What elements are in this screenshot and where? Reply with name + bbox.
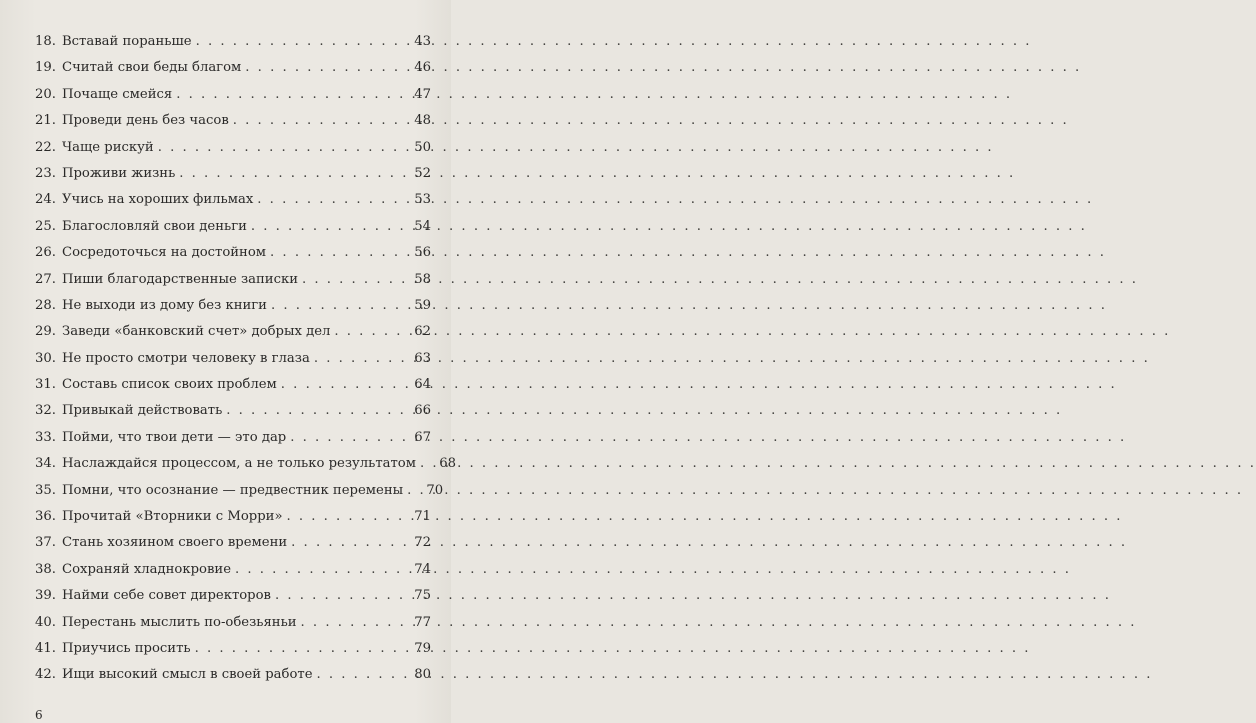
toc-entry bbox=[35, 504, 431, 530]
toc-entry bbox=[35, 557, 431, 583]
toc-entry-number: 31. bbox=[35, 377, 56, 393]
toc-entry-number: 19. bbox=[35, 60, 56, 76]
book-page bbox=[0, 0, 456, 723]
toc-entry bbox=[35, 187, 431, 213]
toc-dot-leader bbox=[291, 530, 403, 556]
toc-entry-page: 62 bbox=[414, 324, 431, 340]
toc-entry bbox=[35, 530, 431, 556]
page-number: 6 bbox=[35, 708, 43, 722]
toc-entry bbox=[35, 319, 431, 345]
toc-entry-page: 50 bbox=[414, 139, 431, 155]
toc-entry-number: 41. bbox=[35, 640, 56, 656]
toc-entry bbox=[35, 214, 431, 240]
toc-entry-title: Проживи жизнь bbox=[61, 165, 176, 181]
toc-entry bbox=[35, 372, 431, 398]
toc-dot-leader bbox=[195, 636, 403, 662]
toc-dot-leader bbox=[251, 214, 403, 240]
toc-dot-leader bbox=[317, 662, 403, 688]
toc-entry-title: Приучись просить bbox=[61, 640, 191, 656]
toc-entry bbox=[35, 583, 431, 609]
toc-entry-number: 20. bbox=[35, 86, 56, 102]
toc-entry bbox=[35, 478, 444, 504]
toc-entry-number: 25. bbox=[35, 218, 56, 234]
toc-entry-page: 79 bbox=[414, 640, 431, 656]
toc-entry-page: 68 bbox=[439, 456, 456, 472]
toc-entry-number: 24. bbox=[35, 192, 56, 208]
toc-entry bbox=[35, 82, 431, 108]
toc-entry bbox=[35, 636, 431, 662]
toc-entry-title: Сохраняй хладнокровие bbox=[61, 561, 232, 577]
toc-entry-number: 37. bbox=[35, 535, 56, 551]
toc-entry-page: 74 bbox=[414, 561, 431, 577]
toc-entry bbox=[35, 55, 431, 81]
toc-entry-number: 33. bbox=[35, 429, 56, 445]
toc-entry-number: 38. bbox=[35, 561, 56, 577]
toc-entry-title: Вставай пораньше bbox=[61, 34, 192, 49]
toc-dot-leader bbox=[290, 425, 403, 451]
toc-entry-number: 32. bbox=[35, 403, 56, 419]
toc-entry bbox=[35, 610, 431, 636]
toc-entry bbox=[35, 267, 431, 293]
toc-entry-page: 54 bbox=[414, 218, 431, 234]
toc-dot-leader bbox=[281, 372, 403, 398]
toc-dot-leader bbox=[420, 451, 428, 477]
toc-entry-title: Стань хозяином своего времени bbox=[61, 535, 288, 551]
toc-entry-page: 59 bbox=[414, 297, 431, 313]
toc-entry-title: Наслаждайся процессом, а не только результатом bbox=[61, 456, 416, 472]
toc-dot-leader bbox=[245, 55, 403, 81]
toc-entry bbox=[35, 135, 431, 161]
toc-entry-page: 77 bbox=[414, 614, 431, 630]
toc-dot-leader bbox=[271, 293, 403, 319]
toc-entry-title: Сосредоточься на достойном bbox=[61, 245, 267, 261]
toc-entry-number: 18. bbox=[35, 34, 56, 49]
toc-dot-leader bbox=[334, 319, 403, 345]
toc-entry-title: Помни, что осознание — предвестник перемены bbox=[61, 482, 404, 498]
toc-entry-title: Пиши благодарственные записки bbox=[61, 271, 299, 287]
toc-entry-page: 53 bbox=[414, 192, 431, 208]
toc-entry bbox=[35, 425, 431, 451]
toc-entry-page: 58 bbox=[414, 271, 431, 287]
toc-dot-leader bbox=[176, 82, 403, 108]
toc-entry-page: 48 bbox=[414, 113, 431, 129]
toc-entry-number: 35. bbox=[35, 482, 56, 498]
toc-entry-title: Благословляй свои деньги bbox=[61, 218, 247, 234]
toc-entry-title: Учись на хороших фильмах bbox=[61, 192, 254, 208]
table-of-contents bbox=[35, 29, 456, 689]
toc-entry-number: 23. bbox=[35, 165, 56, 181]
toc-dot-leader bbox=[233, 108, 403, 134]
toc-entry-title: Не просто смотри человеку в глаза bbox=[61, 350, 310, 366]
toc-entry-title: Составь список своих проблем bbox=[61, 377, 277, 393]
toc-entry-page: 75 bbox=[414, 588, 431, 604]
toc-entry-number: 22. bbox=[35, 139, 56, 155]
toc-entry bbox=[35, 240, 431, 266]
toc-dot-leader bbox=[275, 583, 403, 609]
toc-entry-page: 71 bbox=[414, 509, 431, 525]
toc-entry-number: 21. bbox=[35, 113, 56, 129]
toc-entry-title: Привыкай действовать bbox=[61, 403, 223, 419]
toc-entry bbox=[35, 29, 431, 55]
toc-entry-page: 66 bbox=[414, 403, 431, 419]
toc-entry-number: 42. bbox=[35, 667, 56, 683]
toc-entry-title: Перестань мыслить по-обезьяньи bbox=[61, 614, 297, 630]
toc-dot-leader bbox=[270, 240, 403, 266]
toc-entry-number: 27. bbox=[35, 271, 56, 287]
toc-dot-leader bbox=[257, 187, 403, 213]
toc-entry bbox=[35, 451, 456, 477]
toc-entry-number: 39. bbox=[35, 588, 56, 604]
toc-entry-page: 46 bbox=[414, 60, 431, 76]
toc-entry-page: 63 bbox=[414, 350, 431, 366]
toc-entry-title: Чаще рискуй bbox=[61, 139, 154, 155]
toc-entry-number: 40. bbox=[35, 614, 56, 630]
toc-entry-title: Почаще смейся bbox=[61, 86, 173, 102]
toc-entry-title: Проведи день без часов bbox=[61, 113, 229, 129]
toc-entry-title: Пойми, что твои дети — это дар bbox=[61, 429, 287, 445]
toc-entry-page: 67 bbox=[414, 429, 431, 445]
toc-dot-leader bbox=[235, 557, 403, 583]
toc-entry-number: 26. bbox=[35, 245, 56, 261]
toc-entry-title: Не выходи из дому без книги bbox=[61, 297, 267, 313]
toc-dot-leader bbox=[196, 29, 403, 55]
toc-entry-page: 43 bbox=[414, 34, 431, 49]
toc-entry-page: 52 bbox=[414, 165, 431, 181]
toc-entry bbox=[35, 293, 431, 319]
toc-entry-page: 64 bbox=[414, 377, 431, 393]
toc-entry-number: 29. bbox=[35, 324, 56, 340]
toc-entry bbox=[35, 108, 431, 134]
toc-entry-number: 36. bbox=[35, 509, 56, 525]
toc-dot-leader bbox=[287, 504, 403, 530]
toc-entry-page: 72 bbox=[414, 535, 431, 551]
toc-entry-page: 80 bbox=[414, 667, 431, 683]
toc-dot-leader bbox=[226, 398, 403, 424]
toc-dot-leader bbox=[302, 267, 403, 293]
toc-dot-leader bbox=[314, 346, 403, 372]
toc-entry bbox=[35, 346, 431, 372]
toc-entry bbox=[35, 662, 431, 688]
toc-entry-page: 56 bbox=[414, 245, 431, 261]
toc-entry-title: Ищи высокий смысл в своей работе bbox=[61, 667, 313, 683]
toc-entry-number: 28. bbox=[35, 297, 56, 313]
toc-entry-number: 30. bbox=[35, 350, 56, 366]
toc-entry bbox=[35, 398, 431, 424]
toc-entry-title: Найми себе совет директоров bbox=[61, 588, 271, 604]
toc-entry-title: Считай свои беды благом bbox=[61, 60, 242, 76]
toc-dot-leader bbox=[179, 161, 403, 187]
toc-entry-title: Прочитай «Вторники с Морри» bbox=[61, 509, 283, 525]
toc-dot-leader bbox=[301, 610, 403, 636]
toc-dot-leader bbox=[407, 478, 415, 504]
toc-dot-leader bbox=[158, 135, 403, 161]
toc-entry-page: 47 bbox=[414, 86, 431, 102]
toc-entry-title: Заведи «банковский счет» добрых дел bbox=[61, 324, 331, 340]
toc-entry bbox=[35, 161, 431, 187]
toc-entry-page: 70 bbox=[426, 482, 444, 498]
toc-entry-number: 34. bbox=[35, 456, 56, 472]
